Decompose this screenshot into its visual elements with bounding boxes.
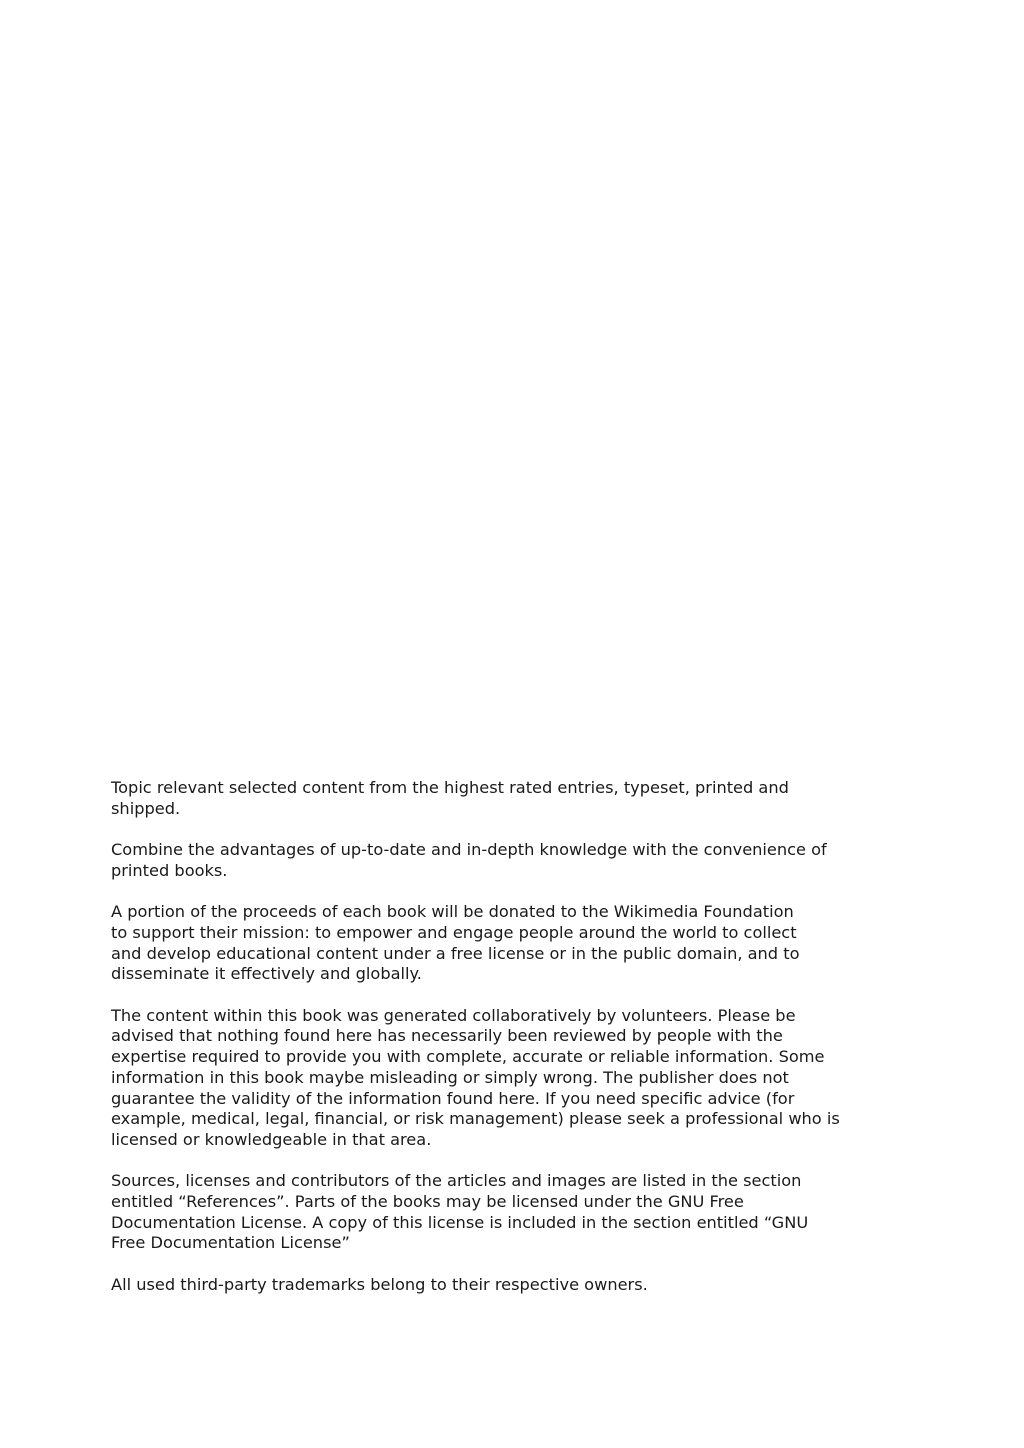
paragraph-line: disseminate it effectively and globally. xyxy=(111,964,422,984)
paragraph-line: to support their mission: to empower and engage people around the world to collect xyxy=(111,922,797,942)
paragraph-line: entitled “References”. Parts of the books may be licensed under the GNU Free xyxy=(111,1192,744,1211)
paragraph-line: Documentation License. A copy of this license is included in the section entitled “GNU xyxy=(111,1212,809,1232)
paragraph-line: advised that nothing found here has necessarily been reviewed by people with the xyxy=(111,1026,783,1046)
paragraph-line: guarantee the validity of the information found here. If you need specific advice (for xyxy=(111,1088,795,1108)
paragraph-line: and develop educational content under a free license or in the public domain, and to xyxy=(111,943,800,963)
paragraph-line: Combine the advantages of up-to-date and in-depth knowledge with the convenience of xyxy=(111,840,827,860)
paragraph-line: licensed or knowledgeable in that area. xyxy=(111,1129,432,1149)
paragraph-sources-licenses xyxy=(111,1171,911,1254)
paragraph-line: Sources, licenses and contributors of the articles and images are listed in the section xyxy=(111,1171,802,1191)
paragraph-proceeds-donation xyxy=(111,902,911,985)
paragraph-line: The content within this book was generated collaboratively by volunteers. Please be xyxy=(111,1005,796,1025)
paragraph-volunteer-disclaimer xyxy=(111,1006,911,1151)
paragraph-line: information in this book maybe misleading or simply wrong. The publisher does not xyxy=(111,1067,789,1087)
paragraph-topic-content xyxy=(111,778,911,819)
paragraph-trademarks xyxy=(111,1275,911,1296)
paragraph-line: A portion of the proceeds of each book will be donated to the Wikimedia Foundation xyxy=(111,902,794,922)
paragraph-line: printed books. xyxy=(111,860,228,880)
paragraph-line: Free Documentation License” xyxy=(111,1233,350,1253)
paragraph-line: example, medical, legal, financial, or risk management) please seek a professional who is xyxy=(111,1109,840,1129)
paragraph-line: expertise required to provide you with complete, accurate or reliable information. Some xyxy=(111,1047,825,1067)
paragraph-line: Topic relevant selected content from the highest rated entries, typeset, printed and xyxy=(111,778,789,797)
paragraph-advantages xyxy=(111,840,911,881)
paragraph-line: shipped. xyxy=(111,798,181,818)
paragraph-line: All used third-party trademarks belong to their respective owners. xyxy=(111,1274,648,1294)
disclaimer-text-block xyxy=(111,778,911,1296)
